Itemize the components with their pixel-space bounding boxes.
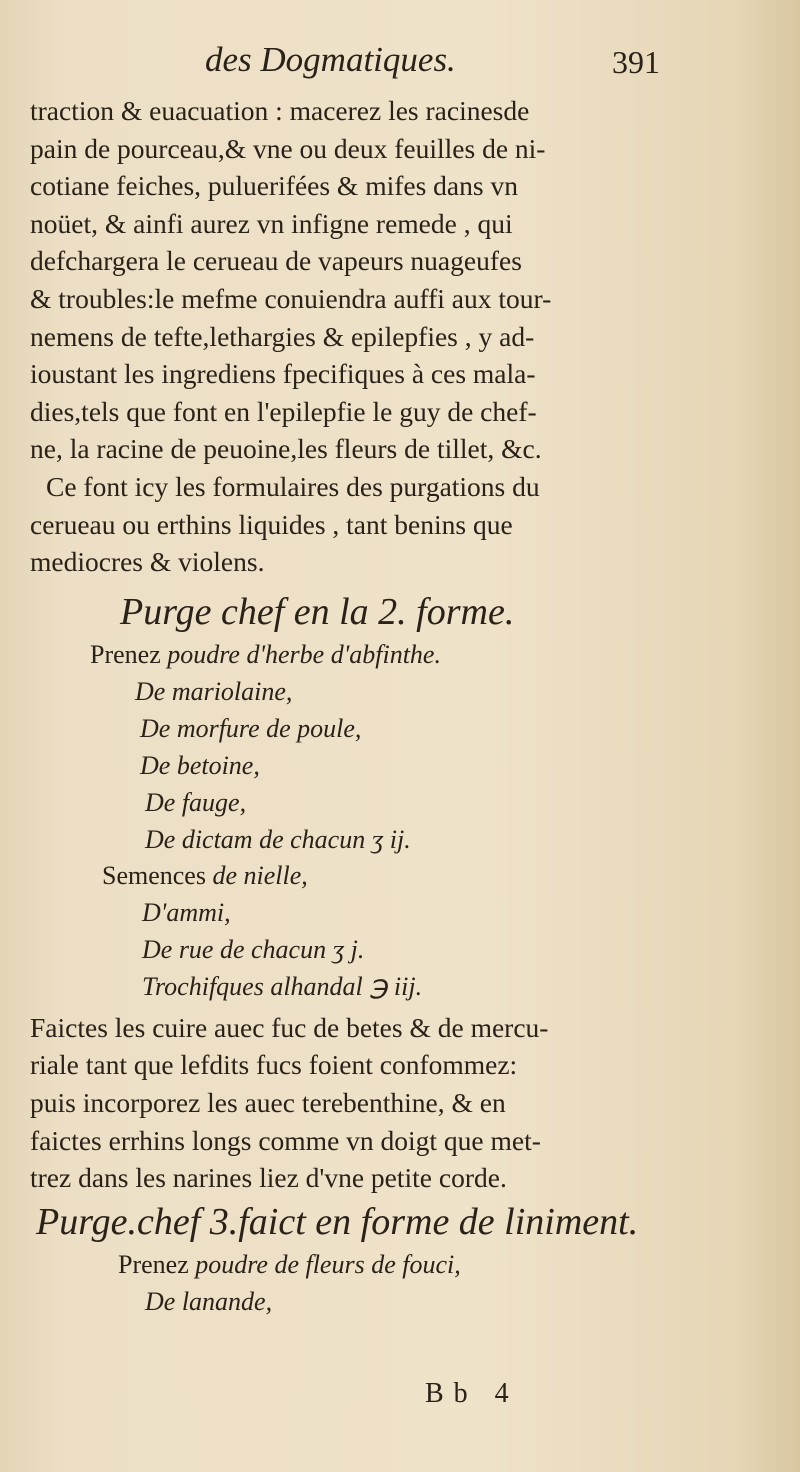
running-title: des Dogmatiques. xyxy=(205,40,456,79)
prescription-line xyxy=(30,637,690,673)
text-line: ioustant les ingrediens fpecifiques à ces mala- xyxy=(30,358,536,390)
ingredient-item: Trochifques alhandal ℈ iij. xyxy=(142,971,423,1001)
prescription-ingredient: de nielle, xyxy=(212,860,308,890)
prenez-word: Prenez xyxy=(118,1249,189,1279)
text-line: trez dans les narines liez d'vne petite corde. xyxy=(30,1162,507,1194)
prescription-line xyxy=(30,858,690,894)
prescription-ingredient: poudre d'herbe d'abfinthe. xyxy=(167,639,441,669)
text-line: Faictes les cuire auec fuc de betes & de mercu- xyxy=(30,1011,549,1043)
text-line: puis incorporez les auec terebenthine, & en xyxy=(30,1086,506,1118)
semences-word: Semences xyxy=(102,860,206,890)
text-line: mediocres & violens. xyxy=(30,546,265,578)
text-line: traction & euacuation : macerez les racinesde xyxy=(30,95,530,126)
page-number: 391 xyxy=(612,44,660,80)
recipe-section-2 xyxy=(30,1197,690,1320)
signature-mark: Bb 4 xyxy=(425,1378,519,1409)
section-heading: Purge.chef 3.faict en forme de liniment. xyxy=(36,1200,639,1243)
ingredient-item: De rue de chacun ʒ j. xyxy=(142,934,365,964)
text-line: Ce font icy les formulaires des purgations du xyxy=(46,470,540,502)
page-body xyxy=(30,92,690,1320)
text-line: cotiane feiches, puluerifées & mifes dans vn xyxy=(30,170,518,202)
text-line: cerueau ou erthins liquides , tant benins que xyxy=(30,508,513,540)
prescription-ingredient: poudre de fleurs de fouci, xyxy=(195,1249,461,1279)
text-line: & troubles:le mefme conuiendra auffi aux tour- xyxy=(30,282,552,314)
text-line: nemens de tefte,lethargies & epilepfies , y ad- xyxy=(30,320,535,352)
text-line: pain de pourceau,& vne ou deux feuilles de ni- xyxy=(30,132,546,164)
ingredient-item: De betoine, xyxy=(140,750,260,780)
recipe-section-1 xyxy=(30,587,690,1005)
ingredient-item: De morfure de poule, xyxy=(140,713,362,743)
ingredient-item: De mariolaine, xyxy=(135,676,293,706)
ingredient-item: De lanande, xyxy=(145,1286,273,1316)
ingredient-item: De dictam de chacun ʒ ij. xyxy=(145,824,411,854)
text-line: riale tant que lefdits fucs foient confommez: xyxy=(30,1049,518,1081)
ingredient-item: De fauge, xyxy=(145,787,247,817)
text-line: faictes errhins longs comme vn doigt que met- xyxy=(30,1124,541,1156)
section-heading: Purge chef en la 2. forme. xyxy=(120,590,515,633)
prenez-word: Prenez xyxy=(90,639,161,669)
text-line: dies,tels que font en l'epilepfie le guy de chef- xyxy=(30,395,537,427)
paragraph-1 xyxy=(30,92,690,468)
page-header xyxy=(0,40,800,100)
ingredient-item: D'ammi, xyxy=(142,897,231,927)
paragraph-2 xyxy=(30,468,690,581)
text-line: defchargera le cerueau de vapeurs nuageufes xyxy=(30,245,522,277)
paragraph-3 xyxy=(30,1009,690,1197)
prescription-line xyxy=(30,1247,690,1283)
text-line: noüet, & ainfi aurez vn infigne remede , qui xyxy=(30,207,513,239)
text-line: ne, la racine de peuoine,les fleurs de tillet, &c. xyxy=(30,433,542,465)
